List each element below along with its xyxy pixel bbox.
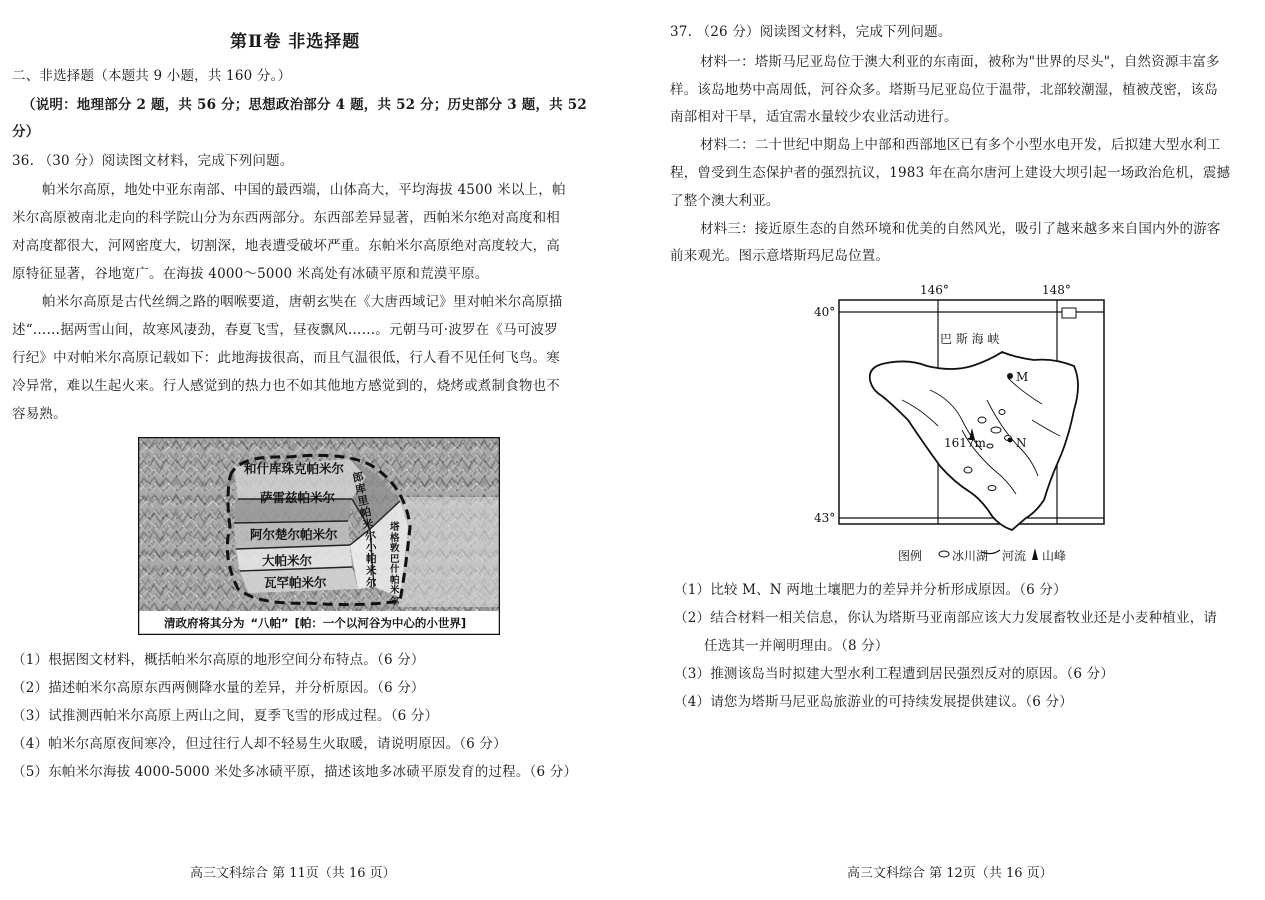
region-label: 萨雷兹帕米尔 [260,490,336,505]
legend-title: 图例 [898,549,923,563]
sea-label: 巴 斯 海 峡 [940,332,1000,346]
point-n-marker [1008,438,1013,443]
legend-river-label: 河流 [1002,549,1027,563]
material1-line: 样。该岛地势中高周低，河谷众多。塔斯马尼亚岛位于温带，北部较潮湿，植被茂密，该岛 [670,82,1218,98]
q36-para1-line: 米尔高原被南北走向的科学院山分为东西两部分。东西部差异显著，西帕米尔绝对高度和相 [12,210,560,226]
lat-label-40: 40° [814,305,836,319]
q36-para2-line: 帕米尔高原是古代丝绸之路的咽喉要道，唐朝玄奘在《大唐西域记》里对帕米尔高原描 [42,294,563,310]
q37-question: （2）结合材料一相关信息，你认为塔斯马亚南部应该大力发展畜牧业还是小麦种植业，请 [674,610,1218,626]
q37-header: 37. （26 分）阅读图文材料，完成下列问题。 [670,24,952,40]
region-label-vertical: 小帕米尔 [366,541,377,589]
q36-para2-line: 述“……据两雪山间，故寒风凄劲，春夏飞雪，昼夜飘风……。元朝马可·波罗在《马可波罗 [12,322,558,338]
section-title: 第Ⅱ卷 非选择题 [230,32,361,52]
peak-label: 1617m [944,436,986,450]
q37-question: （4）请您为塔斯马尼亚岛旅游业的可持续发展提供建议。（6 分） [674,694,1073,710]
material2-line: 材料二：二十世纪中期岛上中部和西部地区已有多个小型水电开发，后拟建大型水利工 [700,137,1221,153]
point-n-label: N [1016,436,1027,450]
legend-lake-label: 冰川湖 [952,549,989,563]
q36-question: （5）东帕米尔海拔 4000-5000 米处多冰碛平原，描述该地多冰碛平原发育的过程。（6 分） [12,764,578,780]
caption-quote: “八帕” [250,616,289,630]
small-island [1062,308,1076,318]
tasmania-map [812,280,1112,570]
legend-lake-icon [939,551,949,557]
right-page [632,0,1265,900]
lon-label-146: 146° [920,283,949,297]
q36-para2-line: 行纪》中对帕米尔高原记载如下：此地海拔很高，而且气温很低，行人看不见任何飞鸟。寒 [12,350,560,366]
region-label: 和什库珠克帕米尔 [244,461,345,476]
material3-line: 前来观光。图示意塔斯玛尼岛位置。 [670,248,890,264]
q36-para2-line: 冷异常，难以生起火来。行人感觉到的热力也不如其他地方感觉到的，烧烤或煮制食物也不 [12,378,560,394]
material1-line: 南部相对干旱，适宜需水量较少农业活动进行。 [670,109,958,125]
part-heading: 二、非选择题（本题共 9 小题，共 160 分。） [12,68,292,84]
score-note-line1: （说明：地理部分 2 题，共 56 分；思想政治部分 4 题，共 52 分；历史部分 3 题，共 52 [22,97,587,113]
lat-label-43: 43° [814,511,836,525]
material2-line: 程，曾受到生态保护者的强烈抗议，1983 年在高尔唐河上建设大坝引起一场政治危机，震撼 [670,165,1231,181]
point-m-marker [1007,373,1013,379]
left-page [0,0,632,900]
page-footer: 高三文科综合 第 12页（共 16 页） [847,866,1053,881]
q36-para1-line: 帕米尔高原，地处中亚东南部、中国的最西端，山体高大，平均海拔 4500 米以上，帕 [42,182,566,198]
region-label-vertical: 塔格敦巴什帕米尔 [390,522,400,607]
material3-line: 材料三：接近原生态的自然环境和优美的自然风光，吸引了越来越多来自国内外的游客 [700,221,1221,237]
q36-question: （4）帕米尔高原夜间寒冷，但过往行人却不轻易生火取暖，请说明原因。（6 分） [12,736,507,752]
q36-question: （2）描述帕米尔高原东西两侧降水量的差异，并分析原因。（6 分） [12,680,425,696]
q36-para1-line: 对高度都很大，河网密度大，切割深，地表遭受破坏严重。东帕米尔高原绝对高度较大，高 [12,238,560,254]
legend-peak-label: 山峰 [1042,549,1067,563]
pamir-map-figure [138,437,500,635]
material2-line: 了整个澳大利亚。 [670,193,780,209]
q37-question: 任选其一并阐明理由。（8 分） [704,638,889,654]
legend-peak-icon [1032,548,1038,560]
region-label: 阿尔楚尔帕米尔 [250,527,338,542]
q36-para2-line: 容易熟。 [12,406,67,422]
region-label-vertical: 郎库里帕米尔 [351,469,378,544]
q36-header: 36. （30 分）阅读图文材料，完成下列问题。 [12,153,294,169]
tasmania-map-figure [812,280,1112,570]
q36-question: （3）试推测西帕米尔高原上两山之间，夏季飞雪的形成过程。（6 分） [12,708,439,724]
figure-caption [164,615,466,631]
caption-note: [帕：一个以河谷为中心的小世界] [294,616,467,630]
region-label: 大帕米尔 [262,553,313,568]
score-note-line2: 分） [12,124,40,140]
q36-question: （1）根据图文材料，概括帕米尔高原的地形空间分布特点。（6 分） [12,652,425,668]
q37-question: （3）推测该岛当时拟建大型水利工程遭到居民强烈反对的原因。（6 分） [674,666,1115,682]
q36-para1-line: 原特征显著，谷地宽广。在海拔 4000～5000 米高处有冰碛平原和荒漠平原。 [12,266,489,282]
page-footer: 高三文科综合 第 11页（共 16 页） [190,866,396,881]
lon-label-148: 148° [1042,283,1071,297]
region-label: 瓦罕帕米尔 [264,575,327,590]
q37-question: （1）比较 M、N 两地土壤肥力的差异并分析形成原因。（6 分） [674,582,1067,598]
caption-prefix: 清政府将其分为 [164,616,245,630]
point-m-label: M [1016,370,1029,384]
material1-line: 材料一：塔斯马尼亚岛位于澳大利亚的东南面，被称为"世界的尽头"，自然资源丰富多 [700,54,1220,70]
